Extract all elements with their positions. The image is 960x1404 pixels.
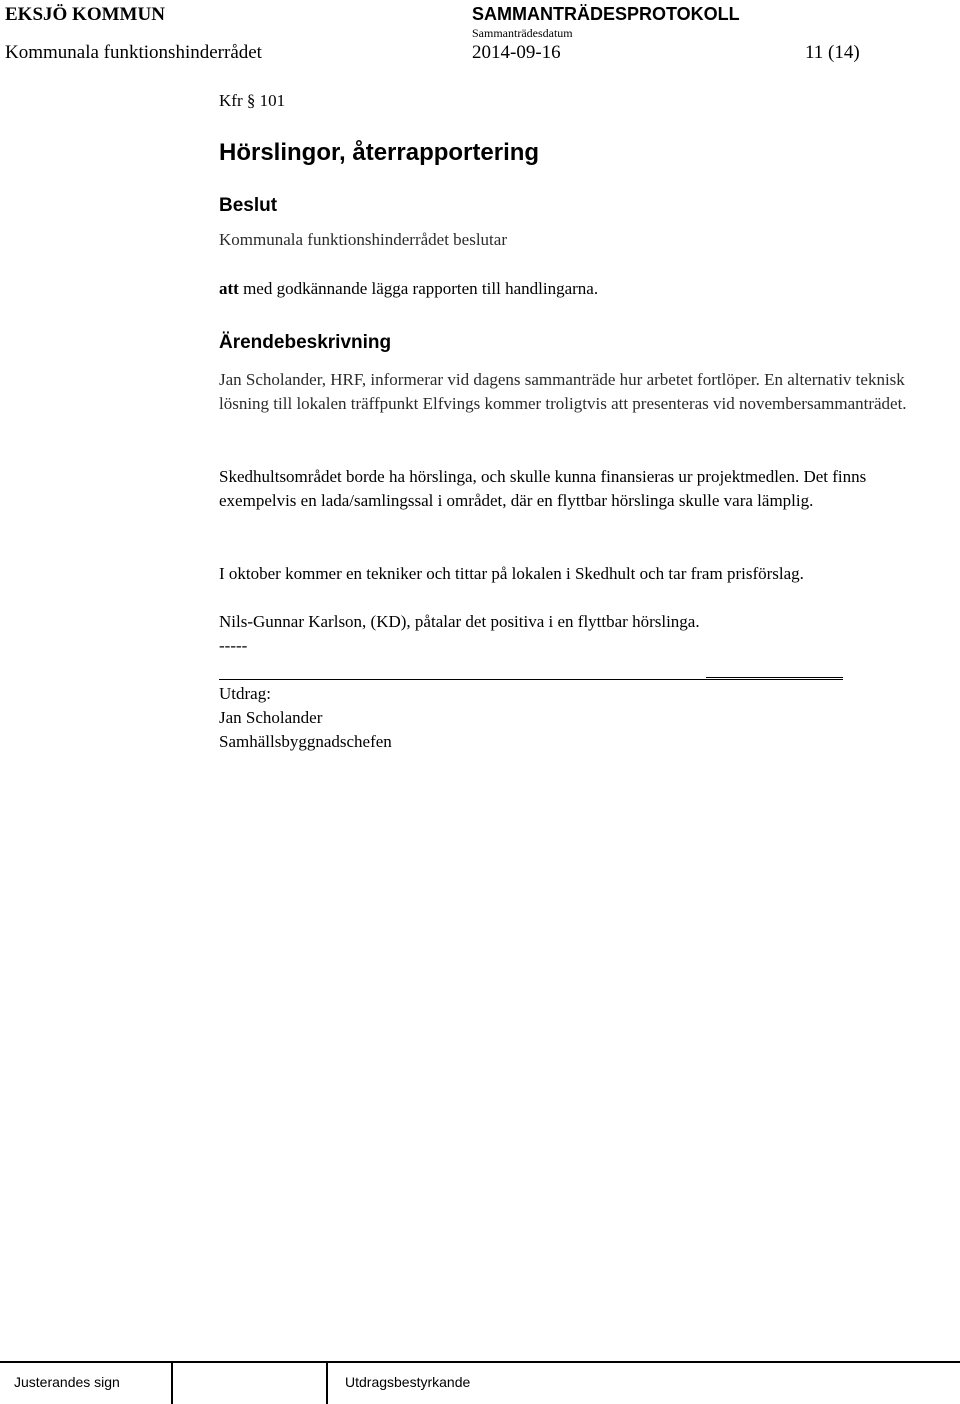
extract-certifier-label: Utdragsbestyrkande <box>345 1374 471 1390</box>
signature-line <box>219 679 843 680</box>
footer-divider <box>171 1361 173 1404</box>
separator-text: ----- <box>219 636 248 655</box>
page-footer <box>0 1361 960 1404</box>
footer-divider <box>0 1361 960 1363</box>
decision-att-clause <box>219 277 949 301</box>
date-label: Sammanträdesdatum <box>472 26 573 40</box>
extract-recipient: Jan Scholander <box>219 708 323 727</box>
paragraph-reference: Kfr § 101 <box>219 91 286 110</box>
decision-heading: Beslut <box>219 195 278 216</box>
description-paragraph: Nils-Gunnar Karlson, (KD), påtalar det positiva i en flyttbar hörslinga. <box>219 612 700 631</box>
description-heading: Ärendebeskrivning <box>219 332 392 353</box>
document-type: SAMMANTRÄDESPROTOKOLL <box>472 4 740 24</box>
description-paragraph: Skedhultsområdet borde ha hörslinga, och skulle kunna finansieras ur projektmedlen. Det finns exempelvis en lada/samlingssal i området, där en flyttbar hörslinga skulle vara lämplig. <box>219 467 867 510</box>
committee-name: Kommunala funktionshinderrådet <box>5 42 262 63</box>
page-title: Hörslingor, återrapportering <box>219 139 540 166</box>
att-text: med godkännande lägga rapporten till handlingarna. <box>238 279 599 298</box>
att-keyword: att <box>219 279 239 298</box>
page-number: 11 (14) <box>805 42 860 63</box>
description-paragraph: I oktober kommer en tekniker och tittar på lokalen i Skedhult och tar fram prisförslag. <box>219 564 804 583</box>
organization-name: EKSJÖ KOMMUN <box>5 4 165 25</box>
decision-intro: Kommunala funktionshinderrådet beslutar <box>219 230 507 249</box>
footer-divider <box>326 1361 328 1404</box>
meeting-date: 2014-09-16 <box>472 42 561 63</box>
extract-label: Utdrag: <box>219 684 271 703</box>
extract-recipient: Samhällsbyggnadschefen <box>219 732 392 751</box>
description-paragraph: Jan Scholander, HRF, informerar vid dagens sammanträde hur arbetet fortlöper. En alternativ teknisk lösning till lokalen träffpunkt Elfvings kommer troligtvis att presenteras vid novembersammanträdet. <box>219 370 907 413</box>
signature-line-short <box>706 677 843 678</box>
adjuster-sign-label: Justerandes sign <box>14 1374 120 1390</box>
